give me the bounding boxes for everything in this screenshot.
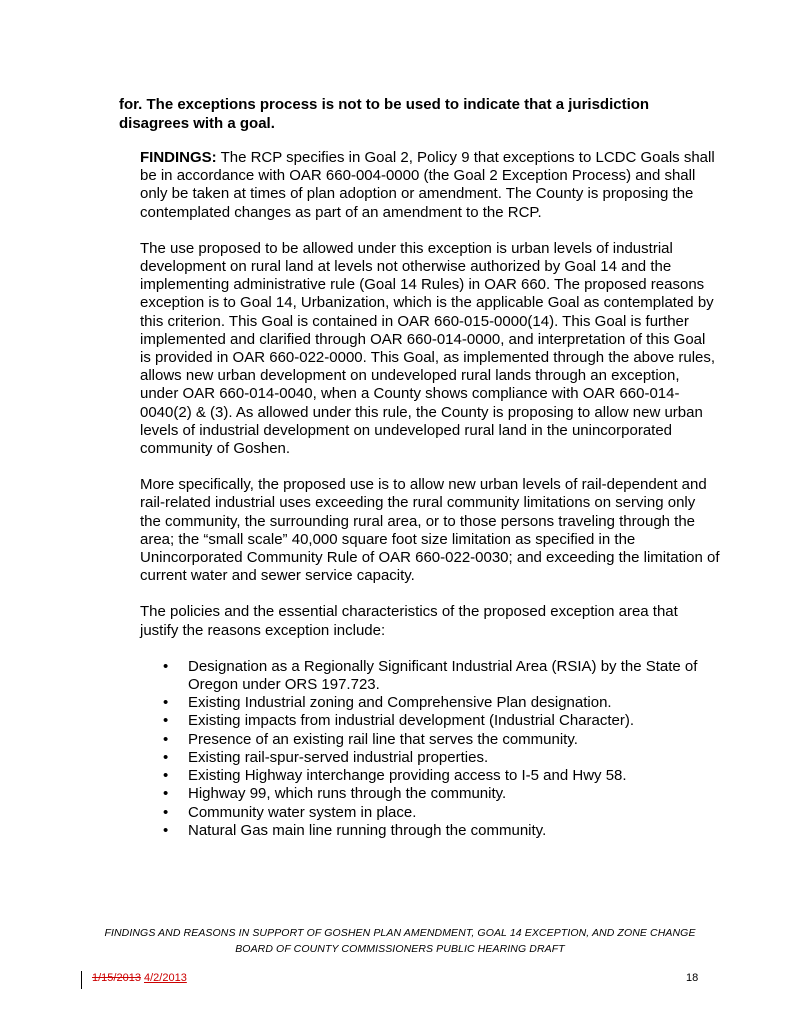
bullet-icon: • [163, 785, 169, 803]
bullet-icon: • [163, 730, 169, 748]
findings-text: The RCP specifies in Goal 2, Policy 9 that exceptions to LCDC Goals shall be in accordance with OAR 660-004-0000 (the Goal 2 Exception Process) and shall only be taken at times of plan adoption or amendment. The County is proposing the contemplated changes as part of an amendment to the RCP. [140, 149, 715, 221]
bullet-icon: • [163, 803, 169, 821]
footer-title-line-2: BOARD OF COUNTY COMMISSIONERS PUBLIC HEARING DRAFT [235, 943, 565, 955]
lead-paragraph: for. The exceptions process is not to be used to indicate that a jurisdiction disagrees with a goal. [119, 96, 650, 132]
bullet-icon: • [163, 748, 169, 766]
findings-paragraph [140, 149, 720, 222]
list-item: • Existing impacts from industrial development (Industrial Character). [163, 712, 635, 730]
bullet-icon: • [163, 767, 169, 785]
revision-change-bar [81, 971, 82, 989]
body-paragraph-2: More specifically, the proposed use is to allow new urban levels of rail-dependent and rail-related industrial uses exceeding the rural community limitations on serving only the community, the surrounding rural area, or to those persons traveling through the area; the “small scale” 40,000 square foot size limitation as specified in the Unincorporated Community Rule of OAR 660-022-0030; and exceeding the limitation of current water and sewer service capacity. [140, 476, 720, 585]
list-item: • Existing Highway interchange providing access to I-5 and Hwy 58. [163, 767, 627, 785]
document-body [140, 149, 720, 840]
bullet-icon: • [163, 821, 169, 839]
revision-date [92, 972, 187, 984]
list-item: • Presence of an existing rail line that serves the community. [163, 730, 578, 748]
body-paragraph-3: The policies and the essential characteristics of the proposed exception area that justify the reasons exception include: [140, 603, 678, 639]
bullet-icon: • [163, 694, 169, 712]
bullet-icon: • [163, 712, 169, 730]
list-item: • Designation as a Regionally Significant Industrial Area (RSIA) by the State of Oregon under ORS 197.723. [163, 657, 698, 694]
list-item: • Existing Industrial zoning and Comprehensive Plan designation. [163, 694, 612, 712]
inserted-date: 4/2/2013 [144, 972, 187, 984]
body-paragraph-1: The use proposed to be allowed under this exception is urban levels of industrial development on rural land at levels not otherwise authorized by Goal 14 and the implementing administrative rule (Goal 14 Rules) in OAR 660. The proposed reasons exception is to Goal 14, Urbanization, which is the applicable Goal as contemplated by this criterion. This Goal is contained in OAR 660-015-0000(14). This Goal is further implemented and clarified through OAR 660-014-0000, and interpretation of this Goal is provided in OAR 660-022-0000. This Goal, as implemented through the above rules, allows new urban development on undeveloped rural lands through an exception, under OAR 660-014-0040, when a County shows compliance with OAR 660-014-0040(2) & (3). As allowed under this rule, the County is proposing to allow new urban levels of industrial development on undeveloped rural land in the unincorporated community of Goshen. [140, 239, 716, 458]
exception-characteristics-list [140, 658, 720, 840]
footer-title-line-1: FINDINGS AND REASONS IN SUPPORT OF GOSHEN PLAN AMENDMENT, GOAL 14 EXCEPTION, AND ZONE CHANGE [104, 927, 696, 939]
page-footer [0, 925, 800, 957]
list-item: • Community water system in place. [163, 803, 417, 821]
list-item: • Highway 99, which runs through the community. [163, 785, 507, 803]
page-number: 18 [686, 972, 699, 984]
findings-label: FINDINGS: [140, 149, 217, 166]
list-item: • Existing rail-spur-served industrial properties. [163, 748, 489, 766]
list-item: • Natural Gas main line running through the community. [163, 821, 547, 839]
bullet-icon: • [163, 657, 169, 675]
deleted-date: 1/15/2013 [92, 972, 141, 984]
